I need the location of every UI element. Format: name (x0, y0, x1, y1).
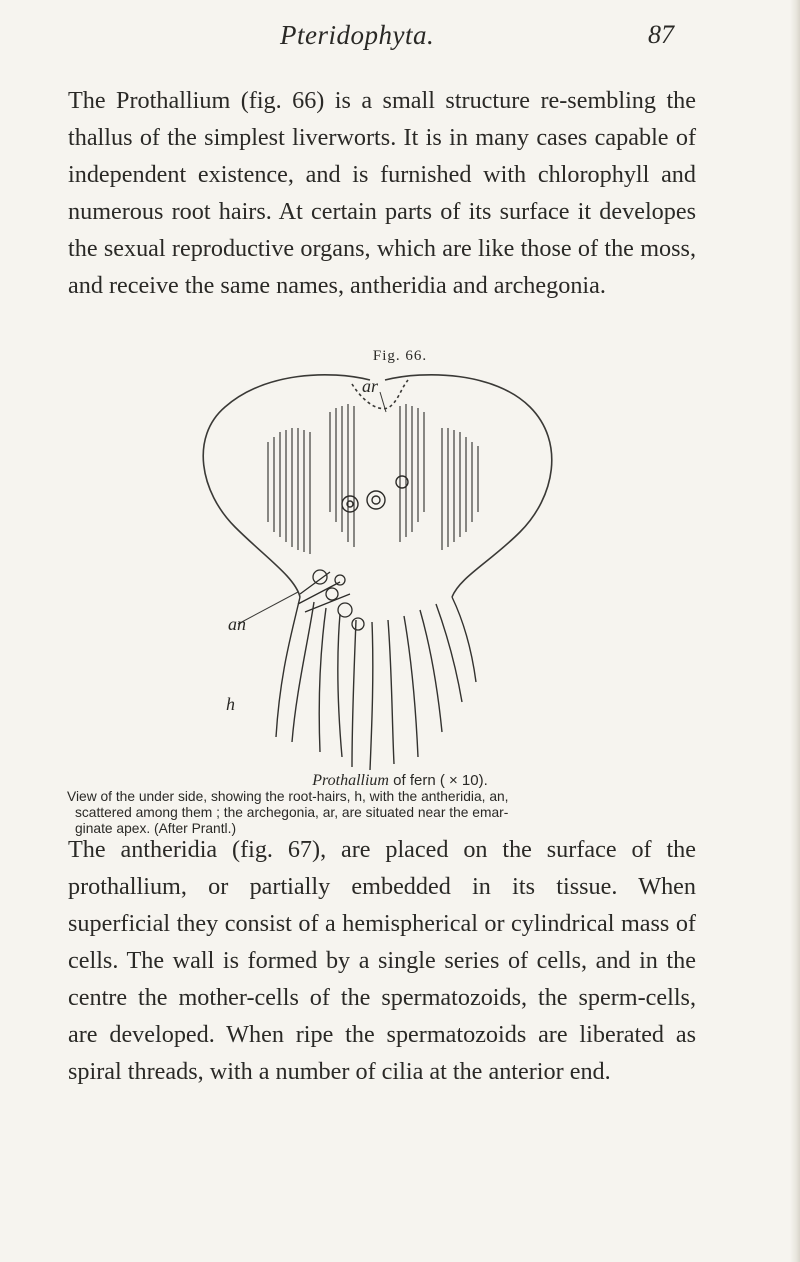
paragraph-antheridia: The antheridia (fig. 67), are placed on the surface of the prothallium, or partially embedded in its tissue. When superficial they consist of a hemispherical or cylindrical mass of cells. The wall is formed by a single series of cells, and in the centre the mother-cells of the spermatozoids, the sperm-cells, are developed. When ripe the spermatozoids are liberated as spiral threads, with a number of cilia at the anterior end. (68, 836, 696, 1085)
figure-caption (67, 789, 715, 837)
page-number: 87 (648, 20, 674, 49)
label-h: h (226, 694, 235, 714)
caption-line: View of the under side, showing the root-hairs, h, with the antheridia, an, (67, 789, 509, 804)
caption-line: ginate apex. (After Prantl.) (75, 821, 237, 836)
caption-line: scattered among them ; the archegonia, ar, are situated near the emar- (75, 805, 509, 820)
label-ar: ar (362, 376, 379, 396)
figure-caption-title (0, 772, 800, 790)
caption-title-italic: Prothallium (312, 772, 389, 789)
figure-label: Fig. 66. (372, 348, 428, 364)
running-header: Pteridophyta. (280, 20, 435, 50)
caption-title-rest: of fern ( × 10). (388, 772, 488, 789)
paragraph-prothallium: The Prothallium (fig. 66) is a small structure re-sembling the thallus of the simplest liverworts. It is in many cases capable of independent existence, and is furnished with chlorophyll and numerous root hairs. At certain parts of its surface it developes the sexual reproductive organs, which are like those of the moss, and receive the same names, antheridia and archegonia. (68, 87, 696, 299)
prothallium-illustration (180, 372, 580, 772)
label-an: an (228, 614, 246, 634)
page-edge (790, 0, 800, 1262)
